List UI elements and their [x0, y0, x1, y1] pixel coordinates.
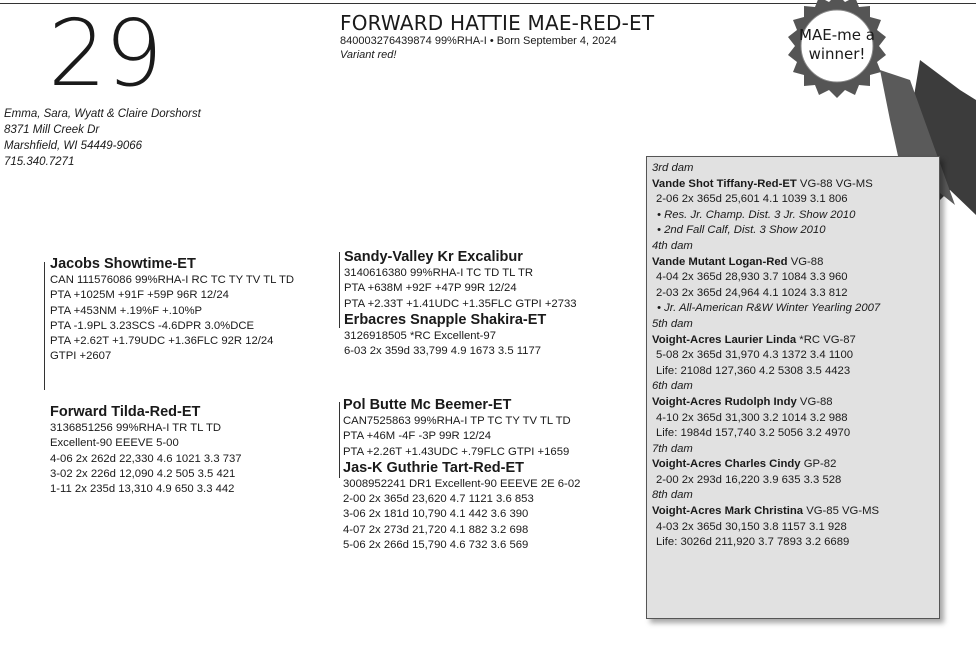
- dam-entry-rating: *RC VG-87: [796, 333, 856, 346]
- dam-entry-record: Life: 1984d 157,740 3.2 5056 3.2 4970: [656, 427, 851, 440]
- mgs-block: [344, 249, 577, 359]
- dam-generation-label: 8th dam: [652, 489, 693, 502]
- sire-block: [50, 256, 294, 365]
- dam-block: [50, 404, 242, 497]
- dam-entry-record: 4-03 2x 365d 30,150 3.8 1157 3.1 928: [656, 520, 847, 533]
- granddam2-line: 3-06 2x 181d 10,790 4.1 442 3.6 390: [343, 508, 529, 521]
- animal-note: Variant red!: [340, 49, 397, 61]
- dam-entry-name: Voight-Acres Charles Cindy: [652, 458, 801, 471]
- dam-generation-label: 3rd dam: [652, 162, 694, 174]
- dam-entry-record: 4-04 2x 365d 28,930 3.7 1084 3.3 960: [656, 271, 848, 284]
- dam-entry-rating: GP-82: [800, 458, 837, 471]
- dam-entry-note: • Jr. All-American R&W Winter Yearling 2007: [657, 302, 881, 315]
- mgs2-line: PTA +2.26T +1.43UDC +.79FLC GTPI +1659: [343, 445, 570, 458]
- dam-entry-record: 4-10 2x 365d 31,300 3.2 1014 3.2 988: [656, 411, 848, 424]
- mgs-bracket: [339, 252, 340, 328]
- granddam-line: 6-03 2x 359d 33,799 4.9 1673 3.5 1177: [344, 345, 542, 358]
- lot-number: 29: [48, 0, 162, 107]
- dam-entry-name: Voight-Acres Rudolph Indy: [652, 395, 797, 408]
- consignor-address: 8371 Mill Creek Dr: [4, 124, 100, 136]
- animal-id-line: 840003276439874 99%RHA-I • Born September 4, 2024: [340, 35, 617, 47]
- mgs2-block: [343, 397, 580, 553]
- sire-line: GTPI +2607: [50, 350, 112, 363]
- dam-generation-label: 4th dam: [652, 239, 693, 252]
- dam-generation-label: 6th dam: [652, 380, 693, 393]
- consignor-names: Emma, Sara, Wyatt & Claire Dorshorst: [4, 108, 201, 120]
- dam-entry-heading: [652, 504, 939, 520]
- dam-entry-rating: VG-88: [787, 255, 824, 268]
- dam-entry-record: 2-00 2x 293d 16,220 3.9 635 3.3 528: [656, 473, 842, 486]
- dam-entry-record: 2-03 2x 365d 24,964 4.1 1024 3.3 812: [656, 286, 848, 299]
- dam-generation-label: 7th dam: [652, 442, 693, 455]
- dam-entry-name: Vande Shot Tiffany-Red-ET: [652, 177, 797, 190]
- dam-entry-heading: [652, 395, 939, 411]
- dam-entry-rating: VG-85 VG-MS: [803, 505, 880, 518]
- dam-entry-name: Voight-Acres Mark Christina: [652, 505, 804, 518]
- consignor-phone: 715.340.7271: [4, 156, 75, 168]
- dam-generation-label: 5th dam: [652, 317, 693, 330]
- granddam2-name: Jas-K Guthrie Tart-Red-ET: [343, 459, 525, 476]
- granddam2-line: 2-00 2x 365d 23,620 4.7 1121 3.6 853: [343, 493, 534, 506]
- sire-bracket: [44, 262, 45, 390]
- dam-name: Forward Tilda-Red-ET: [50, 404, 201, 420]
- dam-line: Excellent-90 EEEVE 5-00: [50, 437, 179, 450]
- dam-entry-rating: VG-88: [796, 395, 833, 408]
- dam-entry-name: Vande Mutant Logan-Red: [652, 255, 788, 268]
- sire-line: PTA -1.9PL 3.23SCS -4.6DPR 3.0%DCE: [50, 319, 255, 332]
- dam-line: 4-06 2x 262d 22,330 4.6 1021 3.3 737: [50, 452, 242, 465]
- sire-line: CAN 111576086 99%RHA-I RC TC TY TV TL TD: [50, 274, 295, 286]
- granddam2-line: 3008952241 DR1 Excellent-90 EEEVE 2E 6-02: [343, 477, 581, 490]
- sire-line: PTA +1025M +91F +59P 96R 12/24: [50, 289, 229, 302]
- dam-entry-note: • 2nd Fall Calf, Dist. 3 Show 2010: [657, 224, 826, 237]
- sire-line: PTA +453NM +.19%F +.10%P: [50, 304, 203, 317]
- dam-entry-record: Life: 3026d 211,920 3.7 7893 3.2 6689: [656, 536, 850, 549]
- consignor-info: [4, 106, 201, 170]
- animal-header: [340, 12, 654, 62]
- dam-entry-heading: [652, 333, 939, 349]
- dam-entry-record: 2-06 2x 365d 25,601 4.1 1039 3.1 806: [656, 193, 848, 206]
- mgs2-name: Pol Butte Mc Beemer-ET: [343, 397, 512, 413]
- animal-name: FORWARD HATTIE MAE-RED-ET: [340, 11, 655, 35]
- dam-line: 3-02 2x 226d 12,090 4.2 505 3.5 421: [50, 467, 236, 480]
- dam-entry-name: Voight-Acres Laurier Linda: [652, 333, 797, 346]
- sire-line: PTA +2.62T +1.79UDC +1.36FLC 92R 12/24: [50, 335, 274, 348]
- granddam-name: Erbacres Snapple Shakira-ET: [344, 311, 547, 328]
- dam-line: 3136851256 99%RHA-I TR TL TD: [50, 422, 222, 434]
- dam-entry-heading: [652, 177, 939, 193]
- mgs2-bracket: [339, 402, 340, 478]
- mgs2-line: CAN7525863 99%RHA-I TP TC TY TV TL TD: [343, 415, 571, 427]
- mgs2-line: PTA +46M -4F -3P 99R 12/24: [343, 430, 492, 443]
- consignor-city: Marshfield, WI 54449-9066: [4, 140, 143, 152]
- granddam2-line: 5-06 2x 266d 15,790 4.6 732 3.6 569: [343, 539, 529, 552]
- sire-name: Jacobs Showtime-ET: [50, 256, 196, 272]
- dam-entry-record: Life: 2108d 127,360 4.2 5308 3.5 4423: [656, 364, 851, 377]
- mgs-name: Sandy-Valley Kr Excalibur: [344, 249, 523, 265]
- dam-entry-rating: VG-88 VG-MS: [796, 177, 873, 190]
- granddam2-line: 4-07 2x 273d 21,720 4.1 882 3.2 698: [343, 523, 529, 536]
- dam-entry-record: 5-08 2x 365d 31,970 4.3 1372 3.4 1100: [656, 349, 854, 362]
- ribbon-text: [787, 26, 887, 64]
- dam-entry-heading: [652, 457, 939, 473]
- ribbon-line-2: winner!: [808, 45, 866, 63]
- ribbon-line-1: MAE-me a: [799, 26, 875, 44]
- dam-pedigree-box: [646, 156, 940, 619]
- dam-entry-heading: [652, 255, 939, 271]
- mgs-line: 3140616380 99%RHA-I TC TD TL TR: [344, 267, 534, 279]
- mgs-line: PTA +638M +92F +47P 99R 12/24: [344, 282, 517, 295]
- granddam-line: 3126918505 *RC Excellent-97: [344, 329, 496, 342]
- dam-line: 1-11 2x 235d 13,310 4.9 650 3.3 442: [50, 483, 235, 496]
- mgs-line: PTA +2.33T +1.41UDC +1.35FLC GTPI +2733: [344, 297, 577, 310]
- dam-entry-note: • Res. Jr. Champ. Dist. 3 Jr. Show 2010: [657, 208, 856, 221]
